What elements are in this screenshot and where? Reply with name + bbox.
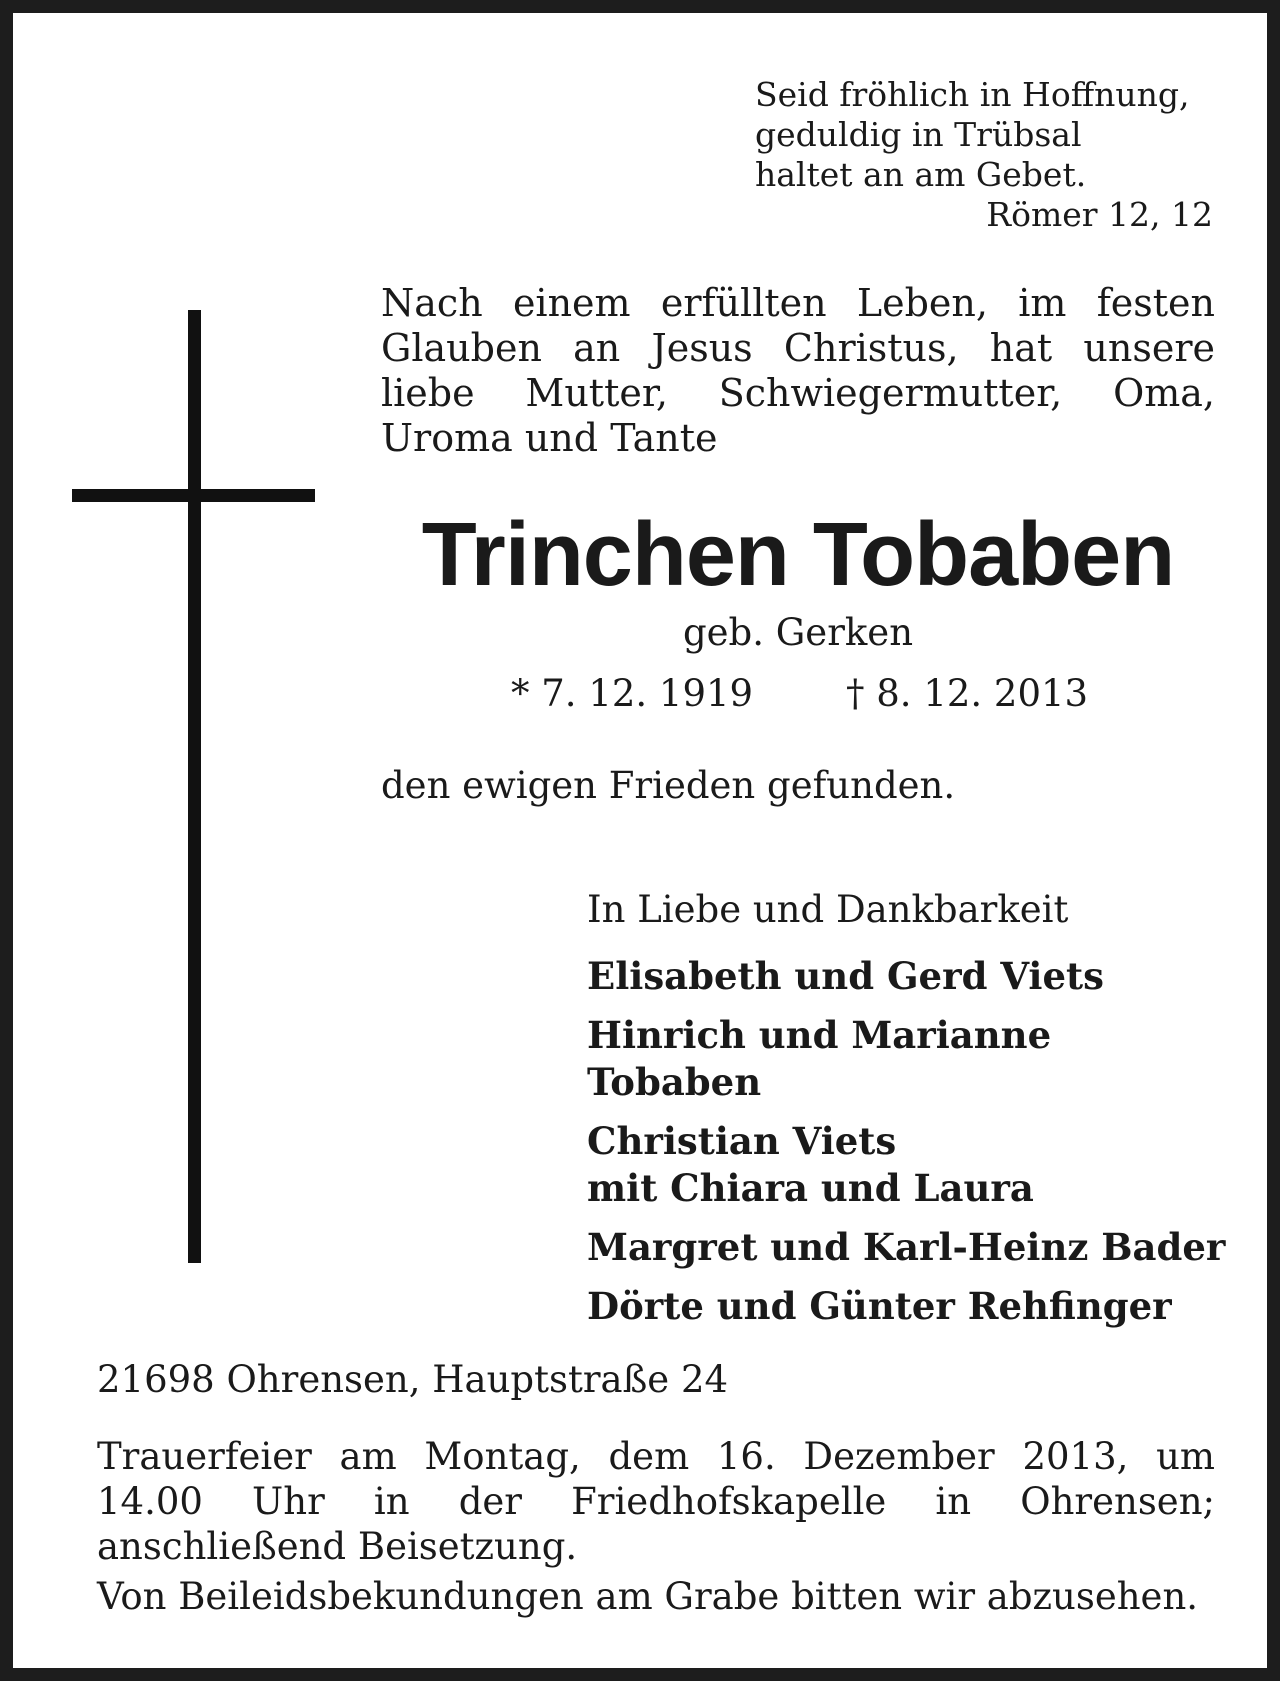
closing-text: den ewigen Frieden gefunden.	[381, 764, 956, 807]
thanks-line: In Liebe und Dankbarkeit	[587, 888, 1069, 931]
mourner-name: Margret und Karl-Heinz Bader	[587, 1225, 1226, 1269]
verse-line: haltet an am Gebet.	[755, 155, 1087, 194]
cross-horizontal-beam	[72, 489, 315, 502]
verse-reference: Römer 12, 12	[986, 195, 1213, 234]
condolence-request: Von Beileidsbekundungen am Grabe bitten wir abzusehen.	[97, 1575, 1199, 1618]
verse-line: Seid fröhlich in Hoffnung,	[755, 75, 1190, 114]
mourner-name-continued: mit Chiara und Laura	[587, 1166, 1034, 1210]
mourner-entry	[587, 1224, 1227, 1271]
address: 21698 Ohrensen, Hauptstraße 24	[97, 1358, 729, 1401]
mourners-list	[587, 953, 1227, 1342]
cross-vertical-beam	[188, 310, 201, 1263]
death-date: † 8. 12. 2013	[846, 672, 1089, 715]
mourner-entry	[587, 1283, 1227, 1330]
mourner-entry	[587, 1012, 1227, 1106]
mourner-name: Hinrich und Marianne Tobaben	[587, 1013, 1052, 1104]
mourner-name: Christian Viets	[587, 1119, 897, 1163]
bible-verse	[613, 75, 1213, 235]
birth-date: * 7. 12. 1919	[511, 672, 754, 715]
maiden-name: geb. Gerken	[682, 611, 914, 654]
deceased-name: Trinchen Tobaben	[421, 505, 1175, 605]
verse-line: geduldig in Trübsal	[755, 115, 1082, 154]
mourner-name: Dörte und Günter Rehfinger	[587, 1284, 1172, 1328]
mourner-entry	[587, 1118, 1227, 1212]
mourner-entry	[587, 953, 1227, 1000]
funeral-info: Trauerfeier am Montag, dem 16. Dezember 2013, um 14.00 Uhr in der Friedhofskapelle in Ohrensen; anschließend Beisetzung.	[97, 1435, 1215, 1568]
intro-text: Nach einem erfüllten Leben, im festen Glauben an Jesus Christus, hat unsere liebe Mutter, Schwiegermutter, Oma, Uroma und Tante	[381, 281, 1215, 460]
mourner-name: Elisabeth und Gerd Viets	[587, 954, 1104, 998]
